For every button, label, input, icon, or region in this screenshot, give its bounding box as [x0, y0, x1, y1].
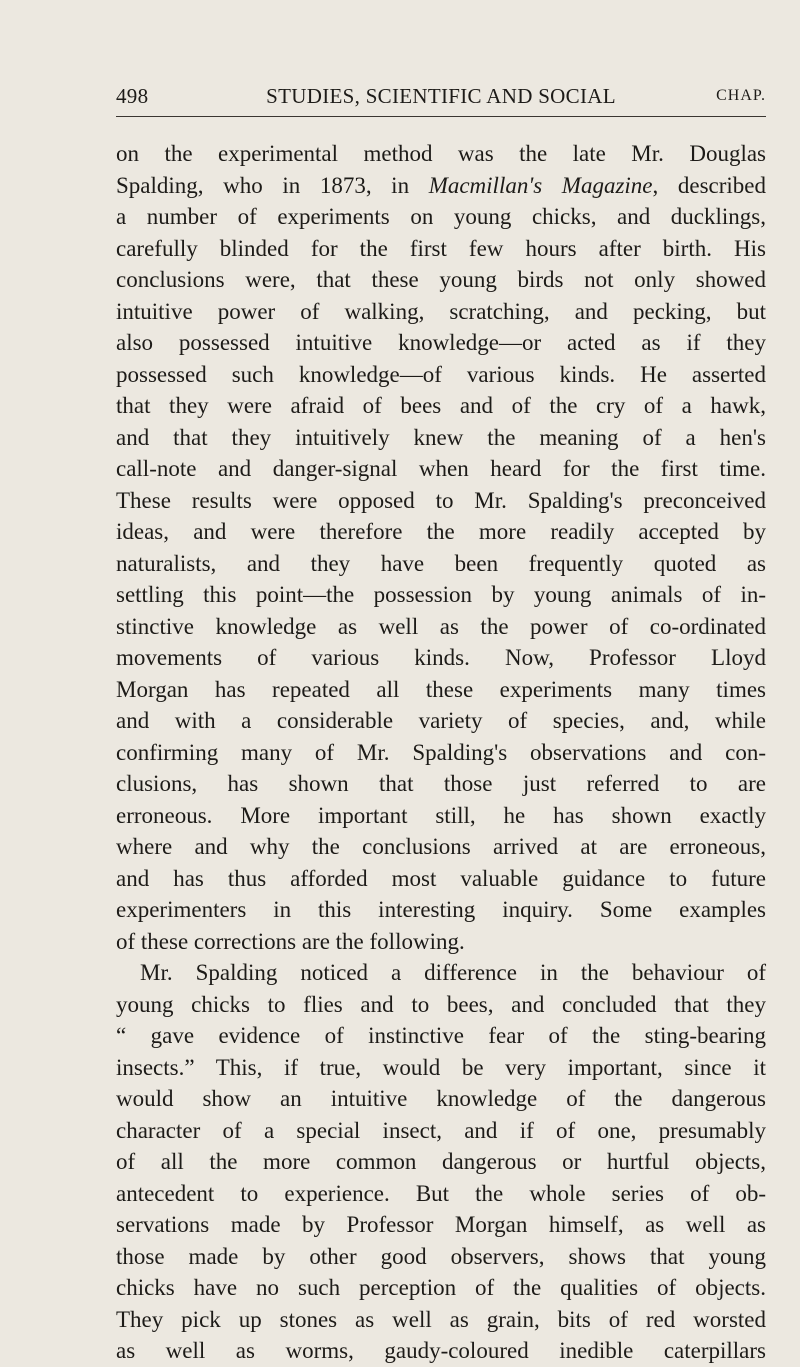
text-line: would show an intuitive knowledge of the dangerous [116, 1086, 766, 1111]
text-line: They pick up stones as well as grain, bits of red worsted [116, 1306, 766, 1332]
running-header [116, 84, 766, 114]
text-line: intuitive power of walking, scratching, and pecking, but [116, 298, 766, 324]
text-line: naturalists, and they have been frequently quoted as [116, 550, 766, 576]
text-line: of these corrections are the following. [116, 928, 465, 954]
text-line: a number of experiments on young chicks, and ducklings, [116, 204, 766, 229]
magazine-title: Macmillan's Magazine [428, 172, 653, 198]
text-line: antecedent to experience. But the whole series of ob- [116, 1180, 766, 1206]
text-line: carefully blinded for the first few hours after birth. His [116, 235, 766, 261]
text-line: where and why the conclusions arrived at are erroneous, [116, 834, 766, 859]
text-line: character of a special insect, and if of one, presumably [116, 1117, 766, 1143]
text-line: and has thus afforded most valuable guidance to future [116, 865, 766, 891]
text-line: on the experimental method was the late Mr. Douglas [116, 141, 766, 166]
text-line: “ gave evidence of instinctive fear of the sting-bearing [116, 1023, 766, 1048]
text-line: young chicks to flies and to bees, and concluded that they [116, 991, 766, 1017]
text-line: chicks have no such perception of the qualities of objects. [116, 1275, 766, 1300]
text-line: Morgan has repeated all these experiments many times [116, 676, 766, 702]
text-segment: , described [652, 172, 766, 198]
text-line: servations made by Professor Morgan himself, as well as [116, 1212, 766, 1237]
page-number: 498 [116, 84, 149, 108]
text-line: stinctive knowledge as well as the power of co-ordinated [116, 613, 766, 639]
text-line: insects.” This, if true, would be very important, since it [116, 1054, 766, 1080]
text-line: and with a considerable variety of species, and, while [116, 708, 766, 733]
body-text [116, 138, 766, 1367]
text-line: ideas, and were therefore the more readily accepted by [116, 519, 766, 544]
header-rule [116, 116, 766, 117]
text-line: These results were opposed to Mr. Spalding's preconceived [116, 487, 766, 513]
text-line: conclusions were, that these young birds not only showed [116, 267, 766, 292]
text-line: that they were afraid of bees and of the cry of a hawk, [116, 393, 766, 418]
text-line: experimenters in this interesting inquiry. Some examples [116, 897, 766, 922]
text-line: those made by other good observers, shows that young [116, 1243, 766, 1269]
text-line: confirming many of Mr. Spalding's observations and con- [116, 739, 766, 765]
text-segment: Spalding, who in 1873, in [116, 172, 429, 198]
chapter-mark: CHAP. [716, 87, 766, 104]
text-line: settling this point—the possession by young animals of in- [116, 582, 766, 607]
running-title: STUDIES, SCIENTIFIC AND SOCIAL [266, 84, 616, 108]
text-line: also possessed intuitive knowledge—or acted as if they [116, 330, 766, 355]
text-line: of all the more common dangerous or hurtful objects, [116, 1149, 766, 1174]
text-line: erroneous. More important still, he has shown exactly [116, 802, 766, 828]
text-line: clusions, has shown that those just referred to are [116, 771, 766, 796]
paragraph-start-line: Mr. Spalding noticed a difference in the behaviour of [140, 960, 766, 985]
text-line [116, 170, 766, 202]
text-line: movements of various kinds. Now, Professor Lloyd [116, 645, 766, 670]
text-line: as well as worms, gaudy-coloured inedible caterpillars [116, 1338, 766, 1363]
text-line: possessed such knowledge—of various kinds. He asserted [116, 361, 766, 387]
text-line: and that they intuitively knew the meaning of a hen's [116, 424, 766, 450]
text-line: call-note and danger-signal when heard for the first time. [116, 456, 766, 481]
